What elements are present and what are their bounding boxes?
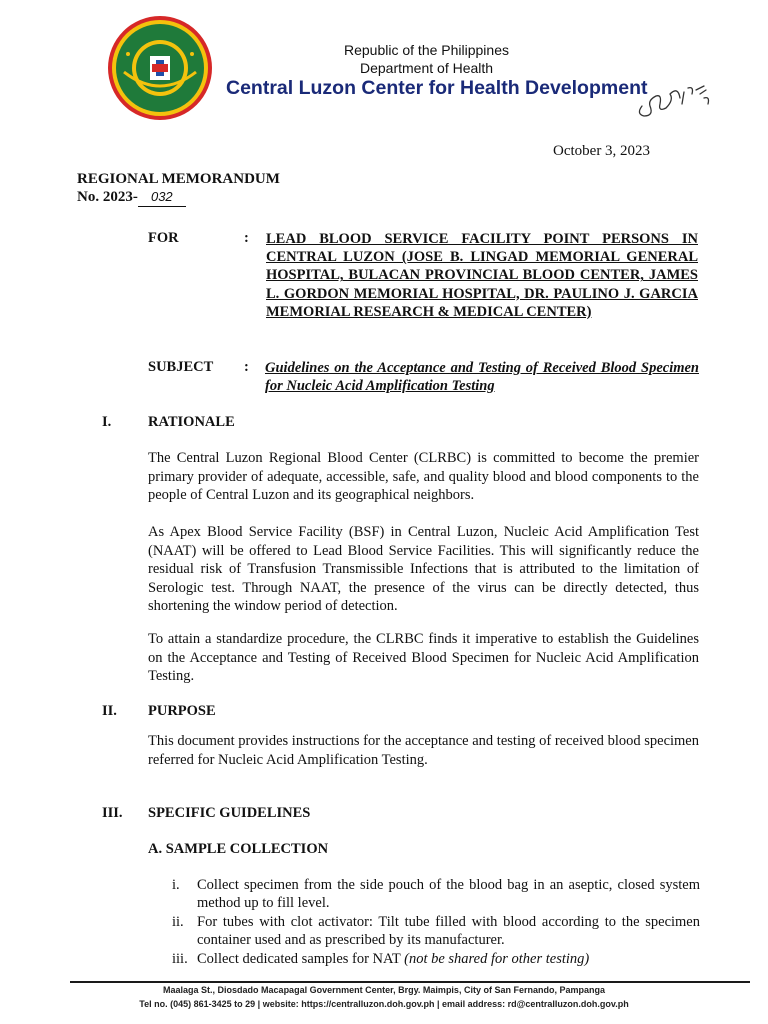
rationale-paragraph-2: As Apex Blood Service Facility (BSF) in Central Luzon, Nucleic Acid Amplification Test (NAAT) will be offered to Lead Blood Service Facilities. This will significantly reduce the residual risk of Transfusion Transmissible Infections that is attributed to the limitation of Serologic test. Through NAAT, the presence of the virus can be directly detected, thus shortening the window period of detection.	[148, 524, 699, 615]
subsection-title-sample-collection: A. SAMPLE COLLECTION	[148, 841, 329, 857]
section-title-rationale: RATIONALE	[148, 414, 235, 430]
sample-collection-list	[160, 876, 700, 968]
memo-date: October 3, 2023	[553, 143, 651, 159]
header-department: Department of Health	[360, 60, 494, 76]
section-title-guidelines: SPECIFIC GUIDELINES	[148, 805, 311, 821]
list-item-text: For tubes with clot activator: Tilt tube filled with blood according to the specimen container used and as prescribed by its manufacturer.	[197, 913, 700, 949]
list-item-text: Collect dedicated samples for NAT	[197, 950, 405, 967]
list-item-text: Collect specimen from the side pouch of the blood bag in an aseptic, closed system method up to fill level.	[197, 877, 700, 912]
subject-colon: :	[244, 359, 249, 375]
list-item	[160, 876, 700, 913]
list-item-number: i.	[172, 877, 180, 893]
subject-label: SUBJECT	[148, 359, 214, 375]
header-office: Central Luzon Center for Health Development	[226, 77, 648, 99]
footer-address: Maalaga St., Diosdado Macapagal Government Center, Brgy. Maimpis, City of San Fernando, Pampanga	[163, 985, 605, 995]
list-item	[160, 913, 700, 950]
for-label: FOR	[148, 230, 179, 246]
section-number: III.	[102, 805, 123, 821]
list-item	[160, 950, 700, 968]
subject-text: Guidelines on the Acceptance and Testing of Received Blood Specimen for Nucleic Acid Amplification Testing	[265, 360, 699, 394]
doh-seal-icon	[106, 14, 214, 122]
section-title-purpose: PURPOSE	[148, 703, 216, 719]
for-colon: :	[244, 230, 249, 246]
memo-number	[77, 188, 186, 207]
list-item-note: (not be shared for other testing)	[404, 950, 590, 967]
memo-number-prefix: No. 2023-	[77, 189, 138, 205]
rationale-paragraph-3: To attain a standardize procedure, the CLRBC finds it imperative to establish the Guidelines on the Acceptance and Testing of Received Blood Specimen for Nucleic Acid Amplification Testing.	[148, 631, 699, 685]
purpose-paragraph: This document provides instructions for the acceptance and testing of received blood specimen referred for Nucleic Acid Amplification Testing.	[148, 733, 699, 768]
header-republic: Republic of the Philippines	[344, 42, 509, 58]
footer-contact: Tel no. (045) 861-3425 to 29 | website: https://centralluzon.doh.gov.ph | email address: rd@centralluzon.doh.gov.ph	[139, 999, 629, 1009]
memo-title: REGIONAL MEMORANDUM	[77, 171, 280, 187]
memo-number-value: 032	[138, 188, 186, 207]
section-number: I.	[102, 414, 112, 430]
section-number: II.	[102, 703, 117, 719]
footer-divider	[70, 981, 750, 983]
list-item-number: iii.	[172, 950, 188, 967]
for-recipients: LEAD BLOOD SERVICE FACILITY POINT PERSONS IN CENTRAL LUZON (JOSE B. LINGAD MEMORIAL GENERAL HOSPITAL, BULACAN PROVINCIAL BLOOD CENTER, JAMES L. GORDON MEMORIAL HOSPITAL, DR. PAULINO J. GARCIA MEMORIAL RESEARCH & MEDICAL CENTER)	[266, 231, 698, 320]
rationale-paragraph-1: The Central Luzon Regional Blood Center (CLRBC) is committed to become the premier primary provider of adequate, accessible, safe, and quality blood and blood components to the people of Central Luzon and its geographical neighbors.	[148, 450, 699, 504]
handwritten-initials-icon	[634, 78, 714, 124]
list-item-number: ii.	[172, 913, 184, 930]
list-item-body	[197, 950, 700, 968]
